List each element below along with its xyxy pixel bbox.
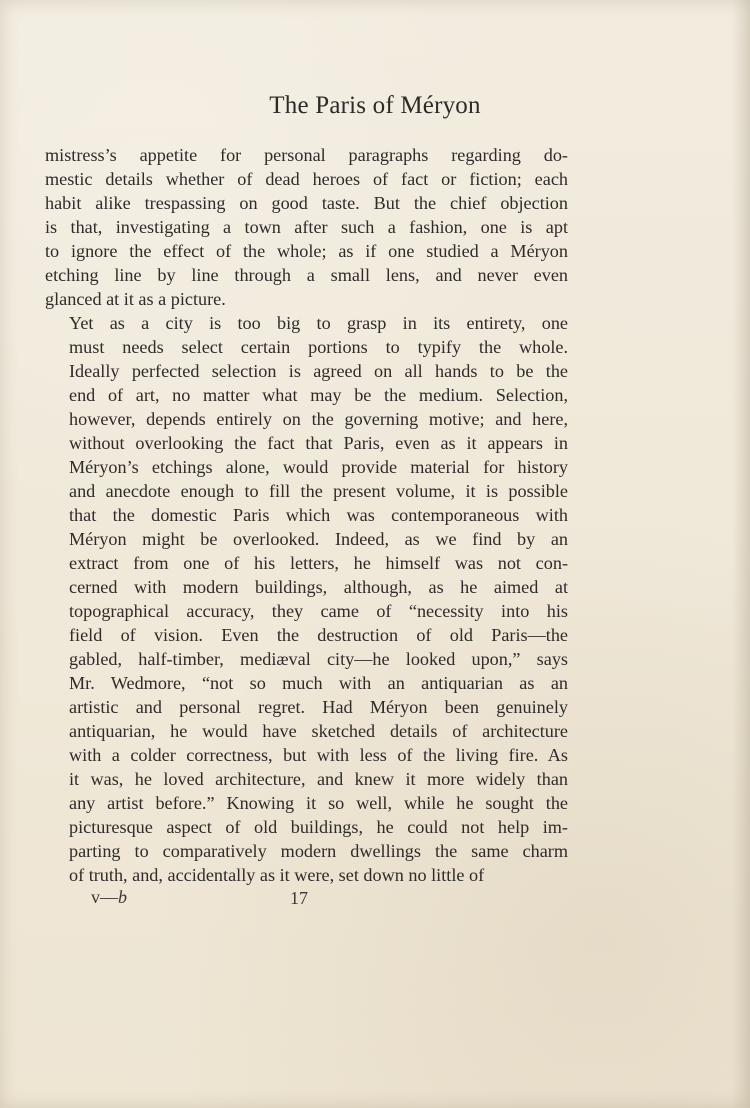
text-line: Méryon’s etchings alone, would provide material for history [69,457,568,477]
signature-prefix: v— [91,887,118,907]
text-line: is that, investigating a town after such a fashion, one is apt [45,217,568,237]
text-line: end of art, no matter what may be the medium. Selection, [69,385,568,405]
text-line: to ignore the effect of the whole; as if one studied a Méryon [45,241,568,261]
paragraph-1 [45,143,568,311]
text-line: artistic and personal regret. Had Méryon been genuinely [69,697,568,717]
text-line: field of vision. Even the destruction of old Paris—the [69,625,568,645]
text-line: any artist before.” Knowing it so well, while he sought the [69,793,568,813]
signature-suffix: b [118,887,127,907]
paragraph-2 [45,311,568,887]
text-line: antiquarian, he would have sketched details of architecture [69,721,568,741]
signature-mark [91,887,127,908]
text-line: mestic details whether of dead heroes of fact or fiction; each [45,169,568,189]
text-line: must needs select certain portions to typify the whole. [69,337,568,357]
text-line: gabled, half-timber, mediæval city—he looked upon,” says [69,649,568,669]
text-line: however, depends entirely on the governing motive; and here, [69,409,568,429]
text-line: topographical accuracy, they came of “necessity into his [69,601,568,621]
text-line: Ideally perfected selection is agreed on all hands to be the [69,361,568,381]
text-line: mistress’s appetite for personal paragraphs regarding do- [45,145,568,165]
text-line: it was, he loved architecture, and knew it more widely than [69,769,568,789]
text-line: habit alike trespassing on good taste. But the chief objection [45,193,568,213]
text-line: Yet as a city is too big to grasp in its entirety, one [69,313,568,333]
text-line: cerned with modern buildings, although, as he aimed at [69,577,568,597]
text-line: parting to comparatively modern dwellings the same charm [69,841,568,861]
text-line: picturesque aspect of old buildings, he could not help im- [69,817,568,837]
text-line: glanced at it as a picture. [45,289,226,309]
running-head: The Paris of Méryon [269,92,481,119]
text-line: without overlooking the fact that Paris, even as it appears in [69,433,568,453]
text-line: Mr. Wedmore, “not so much with an antiquarian as an [69,673,568,693]
text-line: with a colder correctness, but with less of the living fire. As [69,745,568,765]
text-line: Méryon might be overlooked. Indeed, as we find by an [69,529,568,549]
text-line: etching line by line through a small lens, and never even [45,265,568,285]
page-number: 17 [290,888,308,908]
page-edge-shadow [732,0,750,1108]
text-line: that the domestic Paris which was contemporaneous with [69,505,568,525]
text-line: extract from one of his letters, he himself was not con- [69,553,568,573]
main-text [45,143,568,887]
text-line: and anecdote enough to fill the present volume, it is possible [69,481,568,501]
text-line: of truth, and, accidentally as it were, set down no little of [69,865,485,885]
